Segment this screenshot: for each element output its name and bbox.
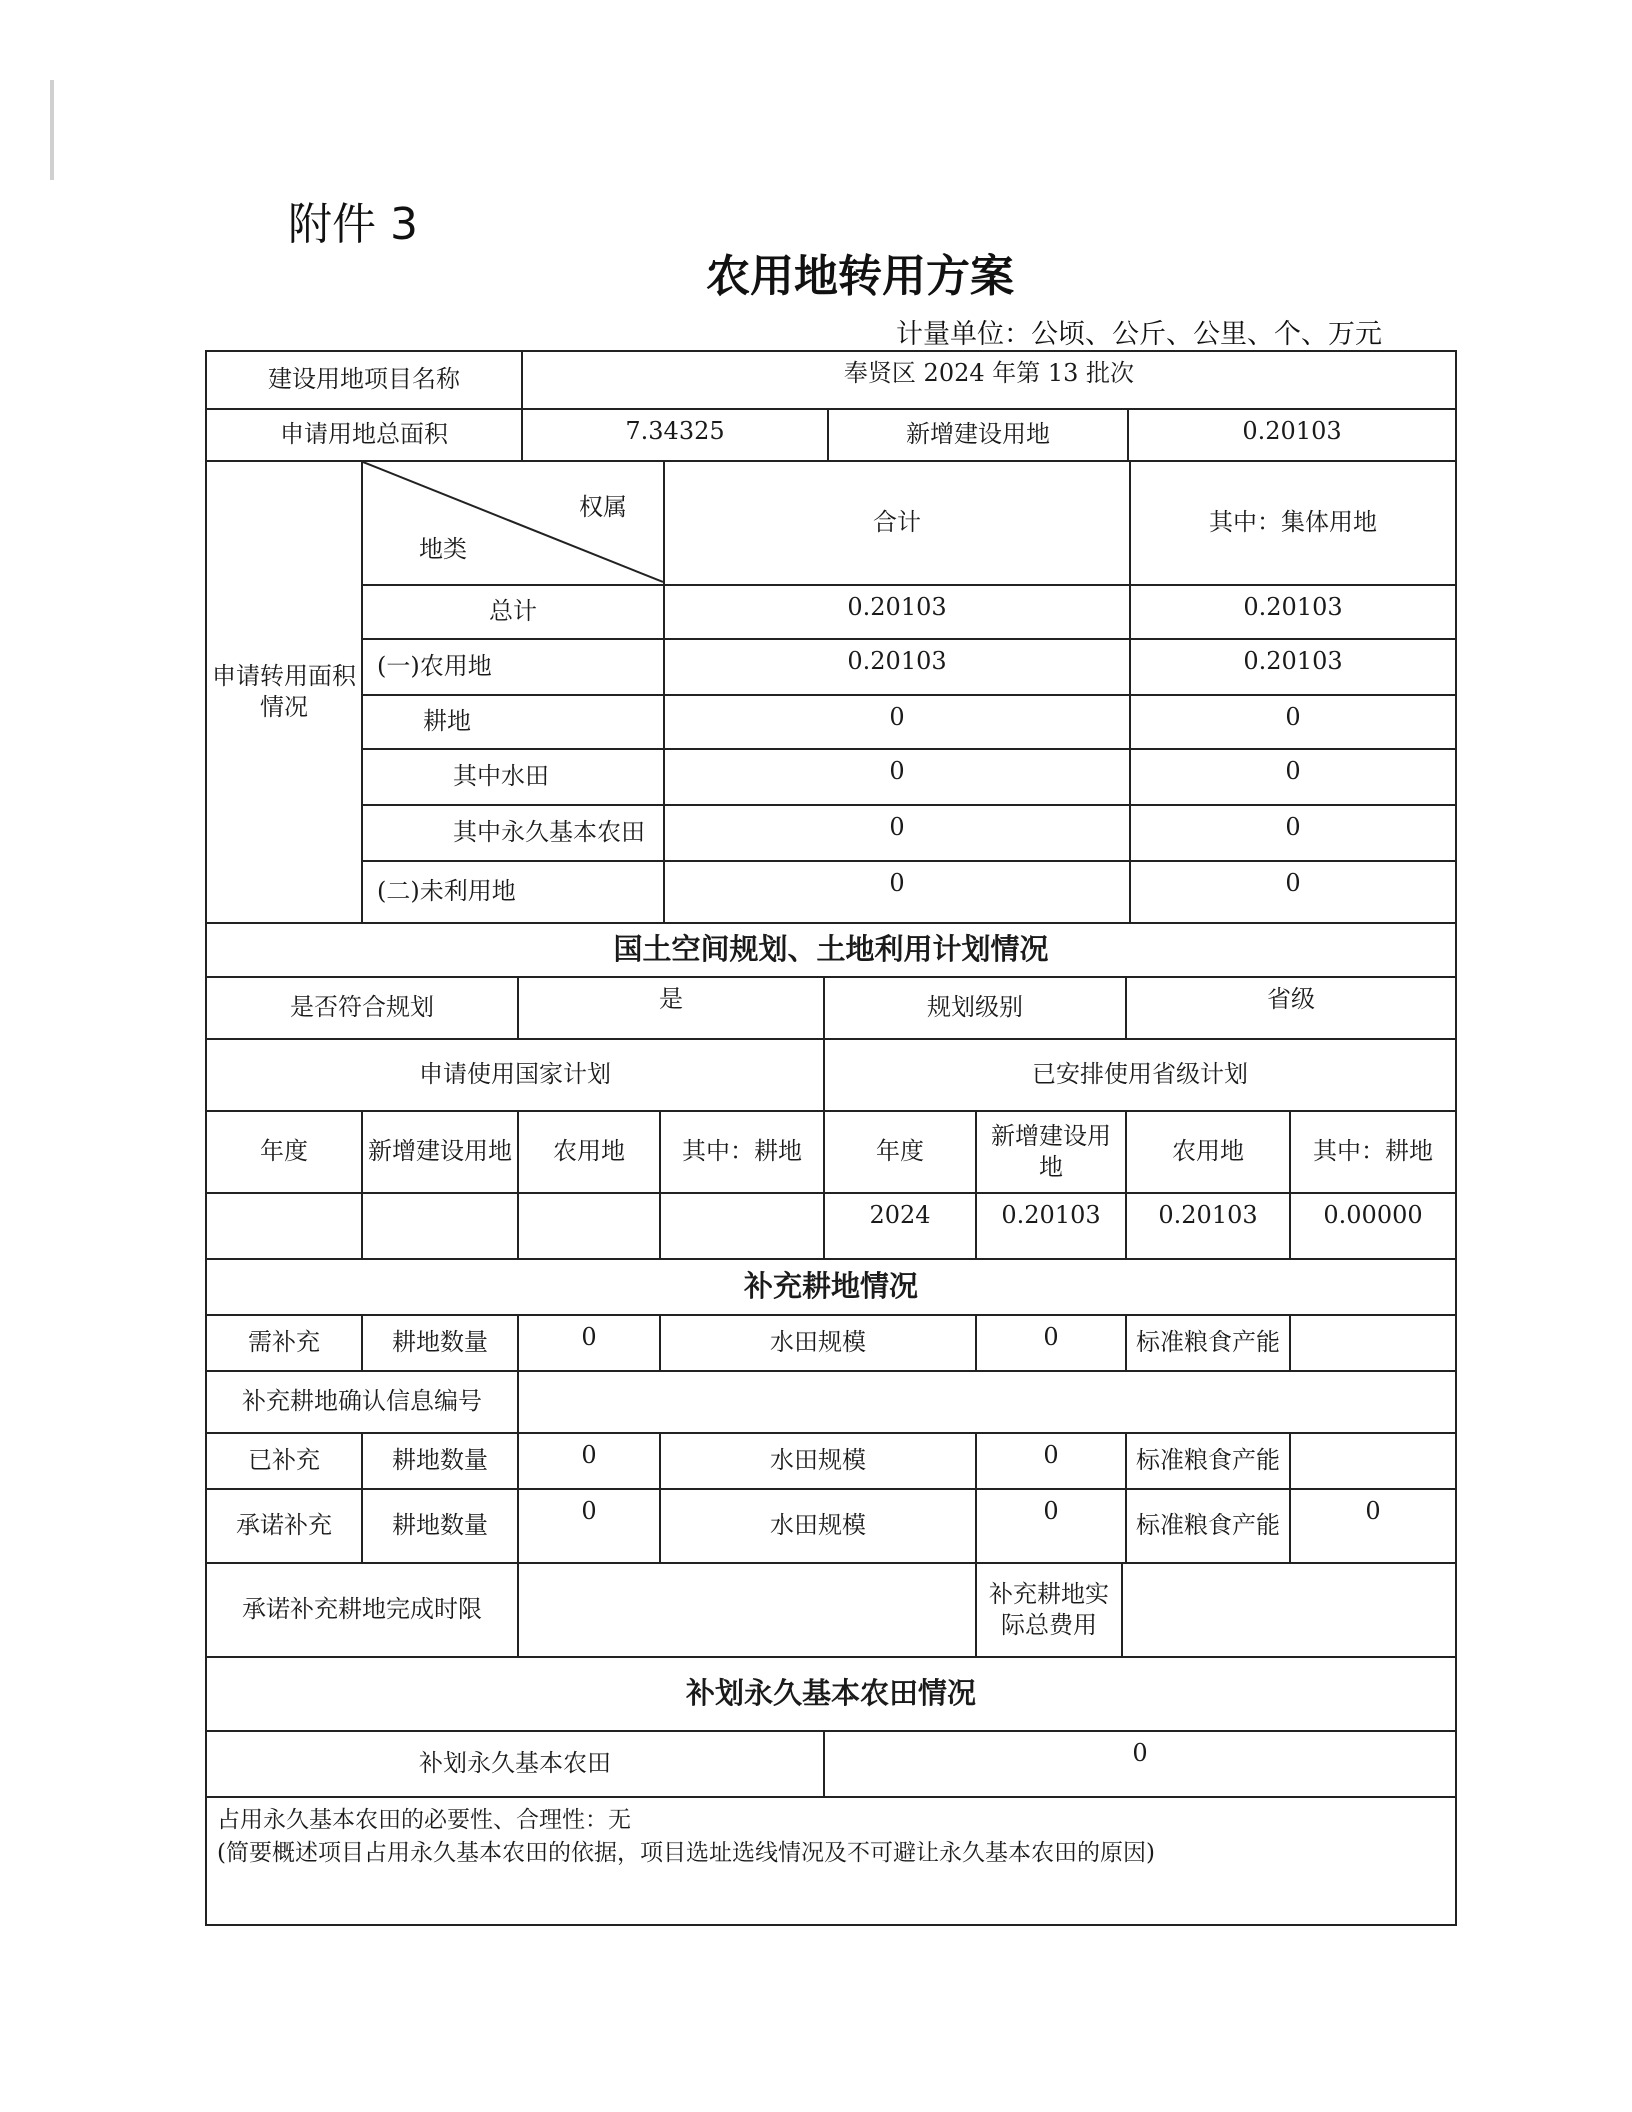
row-total: 0.20103 [663, 640, 1129, 694]
conversion-row [361, 860, 1455, 922]
conversion-table [361, 462, 1455, 922]
promise-grain-value: 0 [1289, 1490, 1455, 1562]
conversion-form [205, 350, 1457, 1926]
row-collective: 0 [1129, 862, 1455, 922]
national-arable-value [659, 1194, 823, 1258]
area-label: 申请用地总面积 [280, 420, 448, 449]
promise-paddy-value: 0 [975, 1490, 1125, 1562]
row-total: 0 [663, 750, 1129, 804]
row-collective: 0.20103 [1129, 640, 1455, 694]
row-label: 其中永久基本农田 [361, 806, 663, 860]
planning-section-header: 国土空间规划、土地利用计划情况 [613, 932, 1049, 967]
provincial-year-value: 2024 [823, 1194, 975, 1258]
row-label: (一)农用地 [361, 640, 663, 694]
national-farm-header: 农用地 [517, 1112, 659, 1192]
plan-columns-row [207, 1110, 1455, 1192]
row-label: 总计 [361, 586, 663, 638]
conform-value: 是 [517, 978, 823, 1038]
row-collective: 0 [1129, 806, 1455, 860]
row-label: 耕地 [361, 696, 663, 748]
conversion-row [361, 694, 1455, 748]
row-collective: 0.20103 [1129, 586, 1455, 638]
farmland-row [207, 1730, 1455, 1796]
national-year-header: 年度 [260, 1137, 308, 1166]
planning-header-row [207, 922, 1455, 976]
diagonal-header-cell [361, 462, 663, 584]
area-value: 7.34325 [521, 410, 827, 460]
project-label: 建设用地项目名称 [268, 365, 460, 394]
done-label: 已补充 [248, 1446, 320, 1475]
deadline-label: 承诺补充耕地完成时限 [242, 1595, 482, 1624]
plan-source-row [207, 1038, 1455, 1110]
farmland-value: 0 [823, 1732, 1455, 1796]
done-row [207, 1432, 1455, 1488]
promise-paddy-label: 水田规模 [659, 1490, 975, 1562]
provincial-new-header: 新增建设用地 [975, 1112, 1125, 1192]
conversion-section [207, 460, 1455, 922]
confirm-label: 补充耕地确认信息编号 [242, 1387, 482, 1416]
farmland-section-header: 补划永久基本农田情况 [685, 1676, 976, 1711]
national-arable-header: 其中：耕地 [659, 1112, 823, 1192]
national-plan-label: 申请使用国家计划 [419, 1060, 611, 1089]
project-row [207, 352, 1455, 408]
provincial-plan-label: 已安排使用省级计划 [823, 1040, 1455, 1110]
provincial-arable-value: 0.00000 [1289, 1194, 1455, 1258]
row-collective: 0 [1129, 696, 1455, 748]
need-row [207, 1314, 1455, 1370]
necessity-box [207, 1798, 1455, 1924]
new-construction-label: 新增建设用地 [827, 410, 1127, 460]
ownership-label: 权属 [579, 493, 627, 521]
provincial-farm-header: 农用地 [1125, 1112, 1289, 1192]
promise-row [207, 1488, 1455, 1562]
conversion-row [361, 584, 1455, 638]
need-grain-value [1289, 1316, 1455, 1370]
plan-conform-row [207, 976, 1455, 1038]
need-qty-value: 0 [517, 1316, 659, 1370]
deadline-row [207, 1562, 1455, 1656]
need-paddy-label: 水田规模 [659, 1316, 975, 1370]
need-grain-label: 标准粮食产能 [1125, 1316, 1289, 1370]
plan-level-value: 省级 [1125, 978, 1455, 1038]
done-qty-value: 0 [517, 1434, 659, 1488]
conversion-row [361, 638, 1455, 694]
plan-level-label: 规划级别 [823, 978, 1125, 1038]
row-total: 0 [663, 862, 1129, 922]
promise-qty-value: 0 [517, 1490, 659, 1562]
done-qty-label: 耕地数量 [361, 1434, 517, 1488]
total-column-header: 合计 [663, 462, 1129, 584]
supplement-header-row [207, 1258, 1455, 1314]
need-qty-label: 耕地数量 [361, 1316, 517, 1370]
farmland-label: 补划永久基本农田 [419, 1749, 611, 1778]
done-paddy-value: 0 [975, 1434, 1125, 1488]
scan-edge-mark [50, 80, 54, 180]
row-total: 0.20103 [663, 586, 1129, 638]
done-paddy-label: 水田规模 [659, 1434, 975, 1488]
conversion-section-label: 申请转用面积情况 [212, 661, 356, 721]
project-value: 奉贤区 2024 年第 13 批次 [521, 352, 1455, 408]
national-new-header: 新增建设用地 [361, 1112, 517, 1192]
conversion-header [361, 462, 1455, 584]
unit-note: 计量单位：公顷、公斤、公里、个、万元 [896, 319, 1382, 350]
area-row [207, 408, 1455, 460]
national-year-value [207, 1194, 361, 1258]
necessity-row [207, 1796, 1455, 1924]
row-label: 其中水田 [361, 750, 663, 804]
conform-label: 是否符合规划 [290, 993, 434, 1022]
supplement-section-header: 补充耕地情况 [743, 1269, 918, 1304]
conversion-row [361, 804, 1455, 860]
provincial-arable-header: 其中：耕地 [1289, 1112, 1455, 1192]
attachment-label: 附件 3 [288, 199, 418, 250]
national-farm-value [517, 1194, 659, 1258]
cost-label: 补充耕地实际总费用 [975, 1564, 1121, 1656]
done-grain-label: 标准粮食产能 [1125, 1434, 1289, 1488]
need-paddy-value: 0 [975, 1316, 1125, 1370]
conversion-row [361, 748, 1455, 804]
necessity-instruction: (简要概述项目占用永久基本农田的依据，项目选址选线情况及不可避让永久基本农田的原因) [217, 1840, 1155, 1867]
row-label: (二)未利用地 [361, 862, 663, 922]
provincial-farm-value: 0.20103 [1125, 1194, 1289, 1258]
document-title: 农用地转用方案 [706, 251, 1014, 302]
row-total: 0 [663, 696, 1129, 748]
need-label: 需补充 [248, 1328, 320, 1357]
row-collective: 0 [1129, 750, 1455, 804]
national-new-value [361, 1194, 517, 1258]
plan-values-row [207, 1192, 1455, 1258]
promise-qty-label: 耕地数量 [361, 1490, 517, 1562]
confirm-row [207, 1370, 1455, 1432]
necessity-statement: 占用永久基本农田的必要性、合理性：无 [217, 1807, 631, 1833]
new-construction-value: 0.20103 [1127, 410, 1455, 460]
confirm-value [517, 1372, 1455, 1432]
promise-grain-label: 标准粮食产能 [1125, 1490, 1289, 1562]
row-total: 0 [663, 806, 1129, 860]
collective-column-header: 其中：集体用地 [1129, 462, 1455, 584]
land-type-label: 地类 [419, 535, 467, 563]
done-grain-value [1289, 1434, 1455, 1488]
provincial-year-header: 年度 [823, 1112, 975, 1192]
farmland-header-row [207, 1656, 1455, 1730]
promise-label: 承诺补充 [236, 1511, 332, 1540]
provincial-new-value: 0.20103 [975, 1194, 1125, 1258]
cost-value [1121, 1564, 1455, 1656]
deadline-value [517, 1564, 975, 1656]
